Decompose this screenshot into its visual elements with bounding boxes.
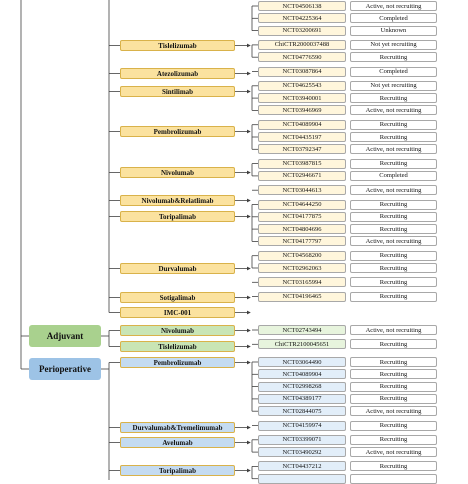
perioperative-drug: Avelumab [120, 437, 235, 448]
perioperative-trial-status: Recruiting [350, 369, 437, 379]
neoadjuvant-drug: Tislelizumab [120, 40, 235, 51]
perioperative-trial-status: Active, not recruiting [350, 406, 437, 416]
perioperative-trial-status: Recruiting [350, 357, 437, 367]
perioperative-trial-status: Recruiting [350, 382, 437, 392]
adjuvant-trial-status: Recruiting [350, 339, 437, 349]
perioperative-trial-id: NCT04437212 [258, 461, 346, 471]
perioperative-trial-status: Recruiting [350, 394, 437, 404]
neoadjuvant-trial-status: Recruiting [350, 120, 437, 130]
neoadjuvant-trial-status: Active, not recruiting [350, 185, 437, 195]
perioperative-trial-id: NCT04159974 [258, 421, 346, 431]
perioperative-trial-id: NCT02998268 [258, 382, 346, 392]
category-adjuvant: Adjuvant [29, 325, 101, 347]
neoadjuvant-drug: Sotigalimab [120, 292, 235, 303]
neoadjuvant-trial-status: Recruiting [350, 251, 437, 261]
perioperative-trial-status: Recruiting [350, 421, 437, 431]
neoadjuvant-trial-id: NCT03044613 [258, 185, 346, 195]
adjuvant-trial-id: NCT02743494 [258, 325, 346, 335]
neoadjuvant-trial-id: NCT03087864 [258, 67, 346, 77]
perioperative-trial-id: NCT03490292 [258, 447, 346, 457]
perioperative-drug: Pembrolizumab [120, 357, 235, 368]
neoadjuvant-trial-id: NCT04089904 [258, 120, 346, 130]
neoadjuvant-trial-status: Not yet recruiting [350, 81, 437, 91]
neoadjuvant-trial-status: Completed [350, 171, 437, 181]
neoadjuvant-trial-id: NCT03940001 [258, 93, 346, 103]
neoadjuvant-trial-id: NCT04177875 [258, 212, 346, 222]
adjuvant-trial-id: ChiCTR2100045651 [258, 339, 346, 349]
perioperative-trial-id: NCT04089904 [258, 369, 346, 379]
perioperative-trial-status: Recruiting [350, 435, 437, 445]
perioperative-trial-id: NCT02844075 [258, 406, 346, 416]
neoadjuvant-drug: Durvalumab [120, 263, 235, 274]
neoadjuvant-trial-id: NCT04196465 [258, 292, 346, 302]
neoadjuvant-trial-status: Recruiting [350, 212, 437, 222]
neoadjuvant-trial-status: Recruiting [350, 200, 437, 210]
neoadjuvant-trial-status: Recruiting [350, 263, 437, 273]
neoadjuvant-trial-id: NCT03200691 [258, 26, 346, 36]
neoadjuvant-trial-id: NCT02962063 [258, 263, 346, 273]
neoadjuvant-trial-id: NCT04776590 [258, 52, 346, 62]
neoadjuvant-trial-status: Recruiting [350, 52, 437, 62]
perioperative-trial-id: NCT04389177 [258, 394, 346, 404]
neoadjuvant-trial-id: NCT04506138 [258, 1, 346, 11]
neoadjuvant-trial-id: NCT02946671 [258, 171, 346, 181]
neoadjuvant-drug: IMC-001 [120, 307, 235, 318]
neoadjuvant-trial-status: Active, not recruiting [350, 144, 437, 154]
perioperative-trial-id: NCT03399071 [258, 435, 346, 445]
neoadjuvant-trial-status: Recruiting [350, 277, 437, 287]
perioperative-drug: Durvalumab&Tremelimumab [120, 422, 235, 433]
neoadjuvant-trial-status: Unknown [350, 26, 437, 36]
neoadjuvant-trial-status: Completed [350, 67, 437, 77]
neoadjuvant-trial-status: Completed [350, 13, 437, 23]
neoadjuvant-trial-status: Recruiting [350, 93, 437, 103]
adjuvant-trial-status: Active, not recruiting [350, 325, 437, 335]
neoadjuvant-drug: Nivolumab [120, 167, 235, 178]
neoadjuvant-drug: Toripalimab [120, 211, 235, 222]
neoadjuvant-trial-id: NCT04435197 [258, 132, 346, 142]
neoadjuvant-drug: Nivolumab&Relatlimab [120, 195, 235, 206]
neoadjuvant-trial-id: NCT04804696 [258, 224, 346, 234]
perioperative-trial-id [258, 474, 346, 484]
neoadjuvant-trial-status: Active, not recruiting [350, 1, 437, 11]
neoadjuvant-trial-status: Active, not recruiting [350, 105, 437, 115]
perioperative-drug: Toripalimab [120, 465, 235, 476]
neoadjuvant-drug: Pembrolizumab [120, 126, 235, 137]
neoadjuvant-trial-id: NCT04568200 [258, 251, 346, 261]
neoadjuvant-trial-id: NCT04225364 [258, 13, 346, 23]
neoadjuvant-drug: Atezolizumab [120, 68, 235, 79]
adjuvant-drug: Nivolumab [120, 325, 235, 336]
neoadjuvant-drug: Sintilimab [120, 86, 235, 97]
neoadjuvant-trial-id: NCT03946969 [258, 105, 346, 115]
perioperative-trial-status: Recruiting [350, 461, 437, 471]
neoadjuvant-trial-id: NCT03987815 [258, 159, 346, 169]
neoadjuvant-trial-status: Recruiting [350, 132, 437, 142]
neoadjuvant-trial-status: Not yet recruiting [350, 40, 437, 50]
neoadjuvant-trial-status: Recruiting [350, 224, 437, 234]
neoadjuvant-trial-id: NCT04177797 [258, 236, 346, 246]
neoadjuvant-trial-status: Recruiting [350, 159, 437, 169]
adjuvant-drug: Tislelizumab [120, 341, 235, 352]
neoadjuvant-trial-id: NCT03165994 [258, 277, 346, 287]
neoadjuvant-trial-status: Recruiting [350, 292, 437, 302]
perioperative-trial-status: Active, not recruiting [350, 447, 437, 457]
neoadjuvant-trial-id: NCT04644250 [258, 200, 346, 210]
neoadjuvant-trial-id: NCT03792347 [258, 144, 346, 154]
perioperative-trial-id: NCT03064490 [258, 357, 346, 367]
category-perioperative: Perioperative [29, 358, 101, 380]
perioperative-trial-status [350, 474, 437, 484]
neoadjuvant-trial-id: ChiCTR2000037488 [258, 40, 346, 50]
neoadjuvant-trial-status: Active, not recruiting [350, 236, 437, 246]
neoadjuvant-trial-id: NCT04625543 [258, 81, 346, 91]
